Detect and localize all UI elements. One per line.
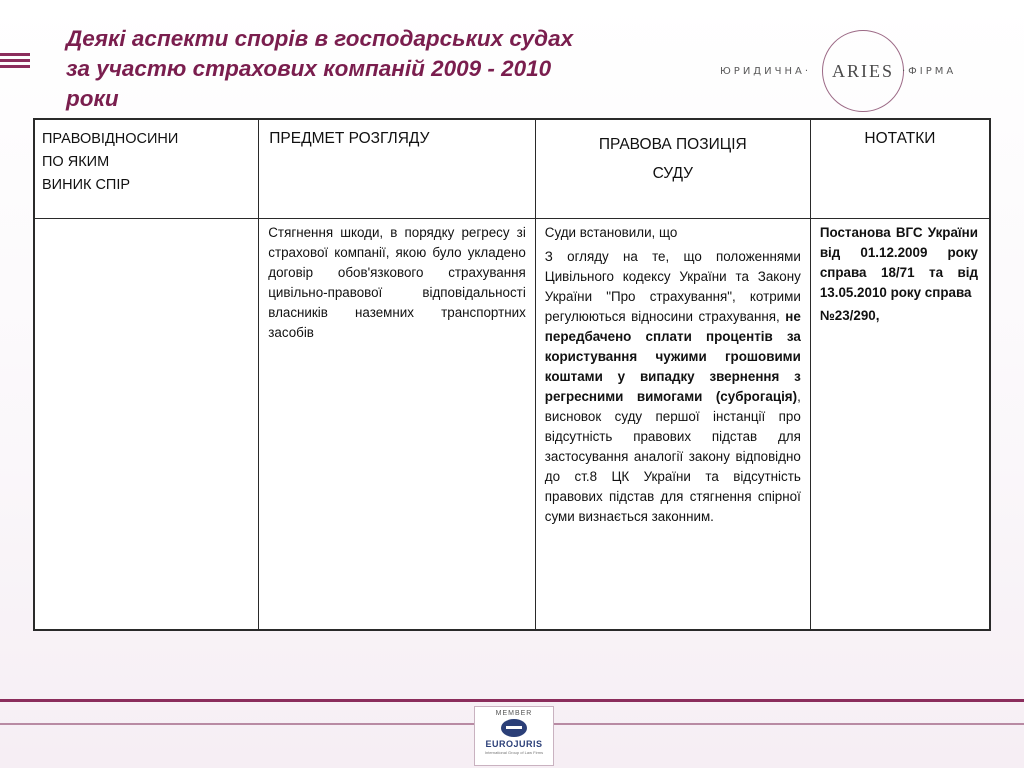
header-col3-line2: СУДУ (652, 165, 693, 182)
eurojuris-emblem-icon (501, 719, 527, 737)
cell-court-position (535, 219, 810, 631)
table-header-row (34, 119, 990, 219)
header-col3-line1: ПРАВОВА ПОЗИЦІЯ (598, 136, 747, 153)
aries-logo (716, 28, 976, 118)
title-line-1: Деякі аспекти спорів в господарських судах (66, 26, 574, 51)
header-notes: НОТАТКИ (810, 119, 990, 219)
court-text-part2: , висновок суду першої інстанції про відсутність правових підстав для застосування аналогії закону відповідно до ст.8 ЦК України та відсутність правових підстав для стягнення спірної суми визнається законним. (544, 389, 801, 524)
eurojuris-member-badge (474, 706, 554, 766)
decorative-bars (0, 53, 30, 71)
table-row (34, 219, 990, 631)
header-col1-line3: ВИНИК СПІР (42, 177, 131, 193)
header-col1-line1: ПРАВОВІДНОСИНИ (42, 131, 179, 147)
header-col1-line2: ПО ЯКИМ (42, 154, 110, 170)
header-legal-relations (34, 119, 259, 219)
title-line-2: за участю страхових компаній 2009 - 2010 (66, 56, 552, 81)
disputes-table-wrapper (33, 118, 991, 631)
member-label: MEMBER (495, 710, 533, 717)
member-name: EUROJURIS (485, 739, 543, 749)
court-intro: Суди встановили, що (544, 225, 678, 240)
notes-main: Постанова ВГС України від 01.12.2009 року справа 18/71 та від 13.05.2010 року справа (819, 225, 978, 300)
court-text (545, 247, 801, 527)
title-line-3: роки (66, 86, 119, 111)
member-subtitle: International Group of Law Firms (484, 750, 544, 755)
cell-subject: Стягнення шкоди, в порядку регресу зі страхової компанії, якою було укладено договір обов'язкового страхування цивільно-правової відповідальності власників наземних транспортних засобів (259, 219, 536, 631)
disputes-table (33, 118, 991, 631)
footer-line (0, 699, 1024, 702)
cell-notes (810, 219, 990, 631)
slide-title (66, 24, 686, 114)
cell-legal-relations (34, 219, 259, 631)
header-subject: ПРЕДМЕТ РОЗГЛЯДУ (259, 119, 536, 219)
logo-brand: ARIES (831, 61, 894, 81)
court-text-part1: З огляду на те, що положеннями Цивільного кодексу України та Закону України "Про страхування", котрими регулюються відносини страхування, (544, 249, 801, 324)
notes-case-number: №23/290, (819, 308, 880, 323)
court-text-bold: не передбачено сплати процентів за користування чужими грошовими коштами у випадку звернення з регресними вимогами (суброгація) (544, 309, 801, 404)
header-court-position (535, 119, 810, 219)
logo-right-word: ·ФІРМА (902, 66, 957, 77)
logo-left-word: ЮРИДИЧНА· (720, 66, 811, 77)
